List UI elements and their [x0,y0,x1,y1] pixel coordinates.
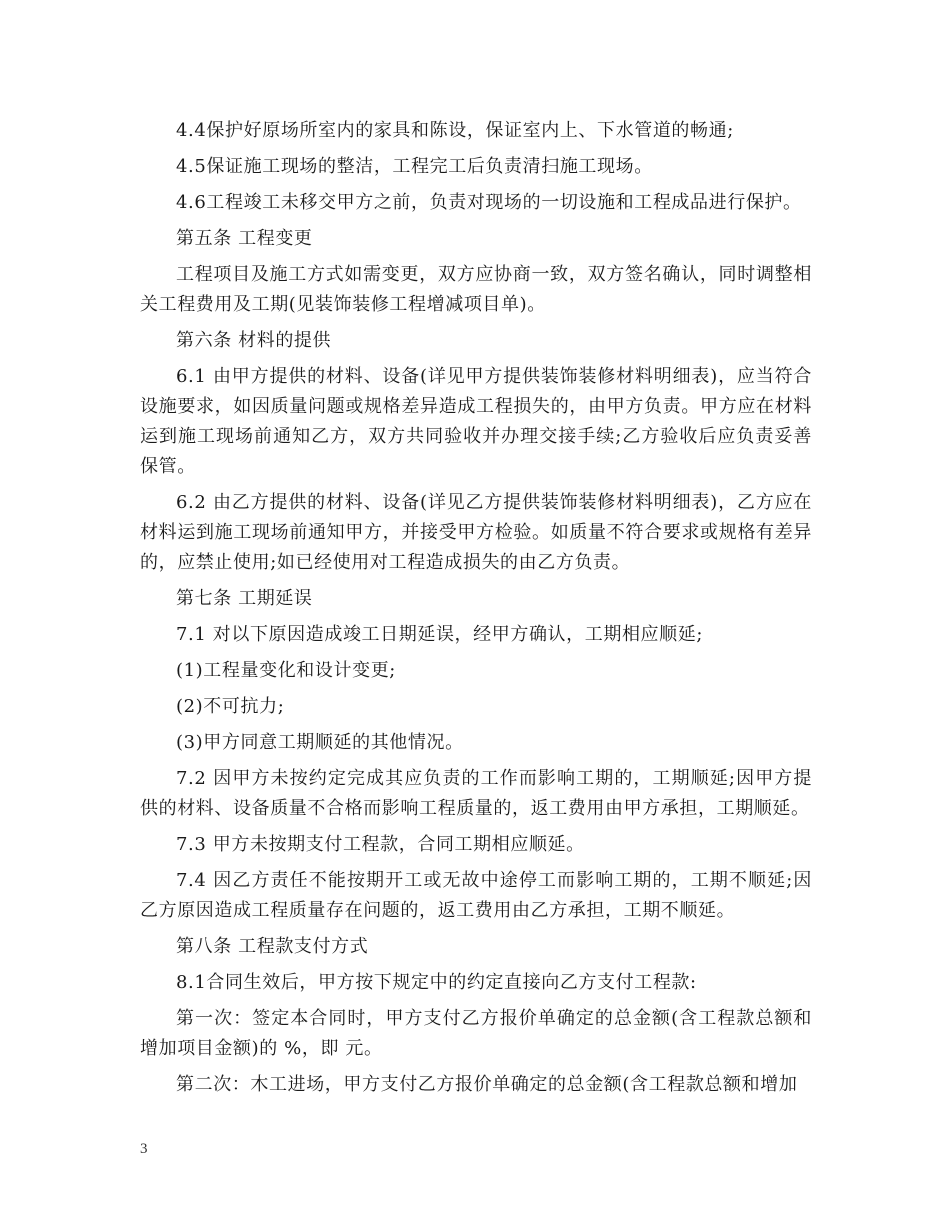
section-heading-7: 第七条 工期延误 [176,588,313,609]
payment-first: 第一次：签定本合同时，甲方支付乙方报价单确定的总金额(含工程款总额和增加项目金额)的 %，即 元。 [140,1008,812,1059]
paragraph-8-1: 8.1合同生效后，甲方按下规定中的约定直接向乙方支付工程款: [176,972,697,993]
document-page [140,116,812,1106]
section-heading-6: 第六条 材料的提供 [176,330,332,351]
paragraph-7-2: 7.2 因甲方未按约定完成其应负责的工作而影响工期的，工期顺延;因甲方提供的材料、设备质量不合格而影响工程质量的，返工费用由甲方承担，工期顺延。 [140,768,812,819]
paragraph-6-1: 6.1 由甲方提供的材料、设备(详见甲方提供装饰装修材料明细表)，应当符合设施要求，如因质量问题或规格差异造成工程损失的，由甲方负责。甲方应在材料运到施工现场前通知乙方，双方共同验收并办理交接手续;乙方验收后应负责妥善保管。 [140,366,812,477]
paragraph-4-4: 4.4保护好原场所室内的家具和陈设，保证室内上、下水管道的畅通; [176,120,734,141]
section-heading-5: 第五条 工程变更 [176,228,313,249]
paragraph-5-body: 工程项目及施工方式如需变更，双方应协商一致，双方签名确认，同时调整相关工程费用及工期(见装饰装修工程增减项目单)。 [140,264,812,315]
page-number: 3 [140,1141,148,1157]
payment-second: 第二次：木工进场，甲方支付乙方报价单确定的总金额(含工程款总额和增加 [176,1074,798,1095]
paragraph-7-4: 7.4 因乙方责任不能按期开工或无故中途停工而影响工期的，工期不顺延;因乙方原因造成工程质量存在问题的，返工费用由乙方承担，工期不顺延。 [140,870,812,921]
paragraph-6-2: 6.2 由乙方提供的材料、设备(详见乙方提供装饰装修材料明细表)，乙方应在材料运到施工现场前通知甲方，并接受甲方检验。如质量不符合要求或规格有差异的，应禁止使用;如已经使用对工程造成损失的由乙方负责。 [140,492,812,573]
paragraph-4-5: 4.5保证施工现场的整洁，工程完工后负责清扫施工现场。 [176,156,653,177]
paragraph-7-1: 7.1 对以下原因造成竣工日期延误，经甲方确认，工期相应顺延; [176,624,704,645]
paragraph-7-3: 7.3 甲方未按期支付工程款，合同工期相应顺延。 [176,834,585,855]
section-heading-8: 第八条 工程款支付方式 [176,936,369,957]
paragraph-4-6: 4.6工程竣工未移交甲方之前，负责对现场的一切设施和工程成品进行保护。 [176,192,802,213]
list-item-3: (3)甲方同意工期顺延的其他情况。 [176,732,464,753]
list-item-2: (2)不可抗力; [176,696,285,717]
list-item-1: (1)工程量变化和设计变更; [176,660,396,681]
